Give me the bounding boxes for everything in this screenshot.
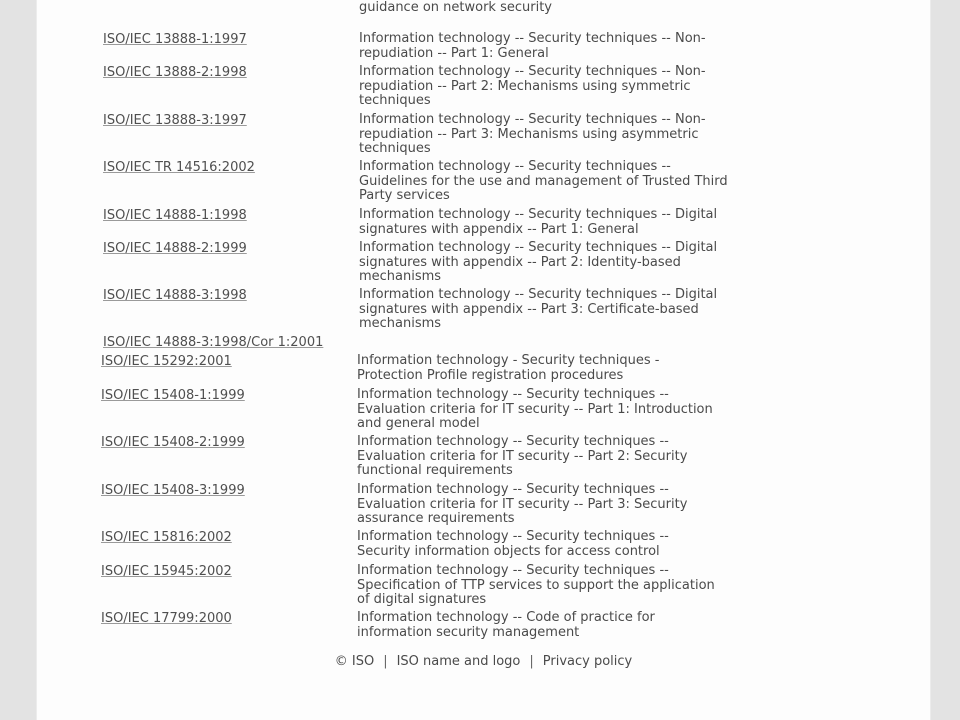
standard-code-link[interactable]: ISO/IEC 15816:2002 — [101, 530, 232, 545]
standard-title: guidance on network security — [359, 0, 552, 15]
document-page — [36, 0, 931, 720]
standard-title: Information technology -- Security techniques -- Evaluation criteria for IT security -- Part 3: Security assurance requirements — [357, 482, 688, 526]
footer-separator: | — [529, 654, 534, 669]
standard-code-link[interactable]: ISO/IEC 13888-3:1997 — [103, 113, 247, 128]
standard-code-link[interactable]: ISO/IEC 14888-3:1998/Cor 1:2001 — [103, 335, 324, 350]
standard-title: Information technology -- Security techniques -- Digital signatures with appendix -- Part 2: Identity-based mechanisms — [359, 240, 718, 284]
standard-code-link[interactable]: ISO/IEC 13888-2:1998 — [103, 65, 247, 80]
privacy-policy-link[interactable]: Privacy policy — [542, 654, 633, 669]
standard-title: Information technology -- Security techniques -- Guidelines for the use and management of Trusted Third Party services — [359, 159, 728, 203]
standard-title: Information technology -- Security techniques -- Specification of TTP services to support the application of digital signatures — [357, 563, 715, 607]
standard-code-link[interactable]: ISO/IEC 14888-1:1998 — [103, 208, 247, 223]
standard-title: Information technology -- Security techniques -- Digital signatures with appendix -- Part 1: General — [359, 207, 718, 237]
footer-separator: | — [383, 654, 388, 669]
name-and-logo-link[interactable]: ISO name and logo — [396, 654, 521, 669]
standard-title: Information technology -- Security techniques -- Digital signatures with appendix -- Part 3: Certificate-based mechanisms — [359, 287, 718, 331]
standard-title: Information technology -- Security techniques -- Non- repudiation -- Part 3: Mechanisms using asymmetric techniques — [359, 112, 706, 156]
standard-code-link[interactable]: ISO/IEC TR 14516:2002 — [103, 160, 255, 175]
footer — [37, 654, 930, 669]
standard-code-link[interactable]: ISO/IEC 15408-2:1999 — [101, 435, 245, 450]
standard-title: Information technology -- Security techniques -- Evaluation criteria for IT security -- Part 2: Security functional requirements — [357, 434, 688, 478]
copyright-link[interactable]: © ISO — [334, 654, 375, 669]
standard-title: Information technology - Security techniques - Protection Profile registration procedures — [357, 353, 660, 383]
standard-title: Information technology -- Security techniques -- Non- repudiation -- Part 2: Mechanisms using symmetric techniques — [359, 64, 706, 108]
standard-code-link[interactable]: ISO/IEC 15408-3:1999 — [101, 483, 245, 498]
standard-code-link[interactable]: ISO/IEC 17799:2000 — [101, 611, 232, 626]
standard-title: Information technology -- Security techniques -- Security information objects for access control — [357, 529, 669, 559]
standard-code-link[interactable]: ISO/IEC 15945:2002 — [101, 564, 232, 579]
standard-title: Information technology -- Security techniques -- Non- repudiation -- Part 1: General — [359, 31, 706, 61]
standard-title: Information technology -- Security techniques -- Evaluation criteria for IT security -- Part 1: Introduction and general model — [357, 387, 713, 431]
standard-code-link[interactable]: ISO/IEC 13888-1:1997 — [103, 32, 247, 47]
standard-code-link[interactable]: ISO/IEC 15408-1:1999 — [101, 388, 245, 403]
standard-code-link[interactable]: ISO/IEC 14888-3:1998 — [103, 288, 247, 303]
standard-code-link[interactable]: ISO/IEC 14888-2:1999 — [103, 241, 247, 256]
standard-code-link[interactable]: ISO/IEC 15292:2001 — [101, 354, 232, 369]
standard-title: Information technology -- Code of practice for information security management — [357, 610, 655, 640]
